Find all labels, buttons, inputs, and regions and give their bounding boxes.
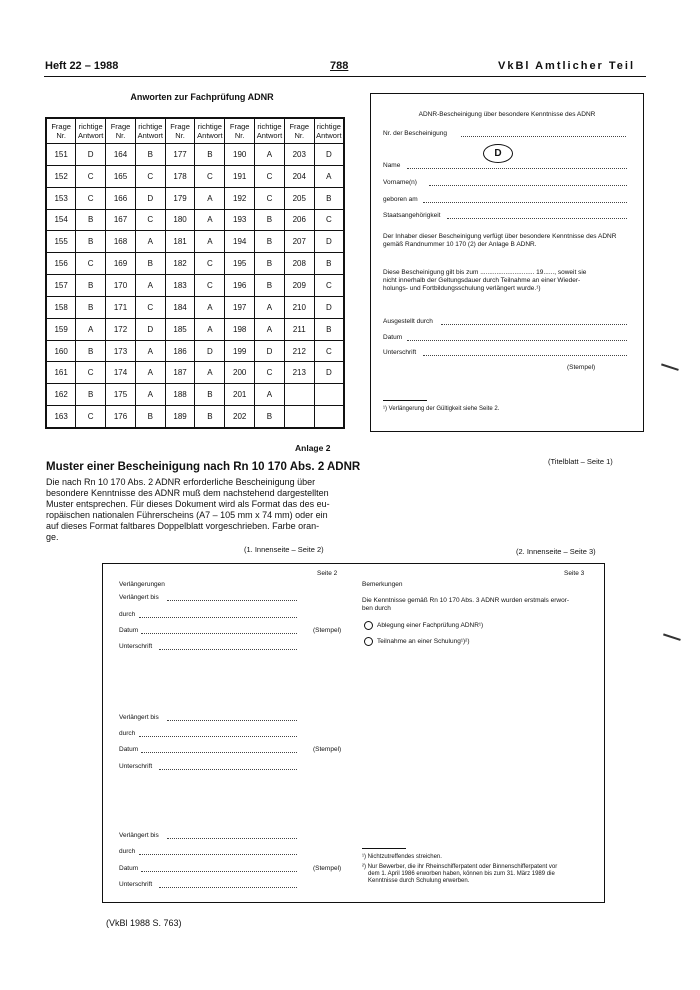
table-row bbox=[46, 253, 344, 275]
answer-cell: A bbox=[255, 296, 285, 318]
answer-cell: C bbox=[76, 187, 106, 209]
page-number: 788 bbox=[330, 60, 349, 72]
answer-cell: B bbox=[76, 296, 106, 318]
question-number-cell: 174 bbox=[106, 362, 136, 384]
col-header-question bbox=[106, 118, 136, 144]
question-number-cell: 173 bbox=[106, 340, 136, 362]
answer-cell: D bbox=[314, 144, 344, 166]
question-number-cell: 201 bbox=[225, 384, 255, 406]
answer-cell: C bbox=[314, 209, 344, 231]
col-header-line: Antwort bbox=[316, 131, 342, 140]
ext-until: Verlängert bis bbox=[119, 594, 159, 601]
muster-line: Die nach Rn 10 170 Abs. 2 ADNR erforderliche Bescheinigung über bbox=[46, 477, 316, 487]
question-number-cell: 198 bbox=[225, 318, 255, 340]
answer-cell: A bbox=[195, 296, 225, 318]
cert-validity-1: Diese Bescheinigung gilt bis zum .............................. 19......, soweit sie bbox=[383, 269, 587, 276]
ext-date-line bbox=[141, 865, 297, 872]
question-number-cell: 212 bbox=[284, 340, 314, 362]
question-number-cell: 202 bbox=[225, 406, 255, 428]
answer-cell: A bbox=[195, 318, 225, 340]
col-header-line: Nr. bbox=[294, 131, 305, 140]
question-number-cell: 185 bbox=[165, 318, 195, 340]
anlage-label: Anlage 2 bbox=[295, 443, 331, 453]
ext-date: Datum bbox=[119, 865, 139, 872]
question-number-cell: 190 bbox=[225, 144, 255, 166]
muster-heading: Muster einer Bescheinigung nach Rn 10 170 Abs. 2 ADNR bbox=[46, 461, 361, 473]
question-number-cell: 153 bbox=[46, 187, 76, 209]
certificate-title: ADNR-Bescheinigung über besondere Kenntnisse des ADNR bbox=[418, 111, 596, 118]
ext-by: durch bbox=[119, 611, 136, 618]
question-number-cell: 203 bbox=[284, 144, 314, 166]
question-number-cell: 196 bbox=[225, 275, 255, 297]
page3-heading: Bemerkungen bbox=[362, 581, 403, 588]
answer-cell: C bbox=[76, 165, 106, 187]
cert-nr-line bbox=[461, 130, 626, 137]
answer-cell: A bbox=[255, 318, 285, 340]
col-header-line: Frage bbox=[51, 122, 71, 131]
answer-cell: A bbox=[195, 362, 225, 384]
question-number-cell: 161 bbox=[46, 362, 76, 384]
table-row bbox=[46, 165, 344, 187]
question-number-cell: 155 bbox=[46, 231, 76, 253]
answer-cell: C bbox=[76, 406, 106, 428]
cert-field-nationality-line bbox=[447, 212, 627, 219]
answer-cell: B bbox=[135, 144, 165, 166]
answer-cell: A bbox=[195, 231, 225, 253]
margin-pen-mark bbox=[659, 363, 679, 376]
ext-date: Datum bbox=[119, 627, 139, 634]
ext-until: Verlängert bis bbox=[119, 832, 159, 839]
answer-cell: B bbox=[255, 406, 285, 428]
reference: (VkBl 1988 S. 763) bbox=[106, 918, 182, 928]
answer-cell: D bbox=[135, 318, 165, 340]
question-number-cell: 177 bbox=[165, 144, 195, 166]
ext-date-line bbox=[141, 746, 297, 753]
question-number-cell: 154 bbox=[46, 209, 76, 231]
question-number-cell: 172 bbox=[106, 318, 136, 340]
muster-line: Muster entsprechen. Für dieses Dokument wird als Format das des eu- bbox=[46, 499, 330, 509]
answer-cell: C bbox=[195, 165, 225, 187]
question-number-cell: 181 bbox=[165, 231, 195, 253]
cert-validity-3: holungs- und Fortbildungsschulung verlängert wurde.¹) bbox=[383, 285, 541, 292]
question-number-cell: 157 bbox=[46, 275, 76, 297]
answer-cell: B bbox=[255, 209, 285, 231]
question-number-cell: 192 bbox=[225, 187, 255, 209]
question-number-cell: 193 bbox=[225, 209, 255, 231]
answer-cell: B bbox=[76, 209, 106, 231]
answer-cell: A bbox=[255, 144, 285, 166]
col-header-line: Nr. bbox=[175, 131, 185, 140]
ext-by-line bbox=[139, 611, 297, 618]
cert-field-firstname-line bbox=[429, 179, 627, 186]
question-number-cell: 206 bbox=[284, 209, 314, 231]
muster-line: auf dieses Format faltbares Doppelblatt vorgeschrieben. Farbe oran- bbox=[46, 521, 320, 531]
answer-cell: D bbox=[195, 340, 225, 362]
col-header-line: richtige bbox=[197, 122, 222, 131]
question-number-cell: 208 bbox=[284, 253, 314, 275]
answer-cell: C bbox=[314, 340, 344, 362]
col-header-answer bbox=[135, 118, 165, 144]
table-row bbox=[46, 362, 344, 384]
ext-signature-line bbox=[159, 881, 297, 888]
question-number-cell: 197 bbox=[225, 296, 255, 318]
answer-cell: A bbox=[314, 165, 344, 187]
inner-page-3 bbox=[352, 563, 605, 903]
cert-field-name-line bbox=[407, 162, 627, 169]
question-number-cell: 164 bbox=[106, 144, 136, 166]
extension-block bbox=[103, 594, 353, 664]
answer-cell: B bbox=[195, 144, 225, 166]
question-number-cell: 204 bbox=[284, 165, 314, 187]
page3-line2: ben durch bbox=[362, 605, 391, 612]
col-header-answer bbox=[314, 118, 344, 144]
answer-cell: A bbox=[195, 187, 225, 209]
answer-cell: B bbox=[76, 384, 106, 406]
muster-line: besondere Kenntnisse des ADNR muß dem nachstehend dargestellten bbox=[46, 488, 329, 498]
ext-signature-line bbox=[159, 643, 297, 650]
col-header-answer bbox=[255, 118, 285, 144]
page2-heading: Verlängerungen bbox=[119, 581, 165, 588]
answer-cell: C bbox=[135, 296, 165, 318]
question-number-cell: 171 bbox=[106, 296, 136, 318]
cert-issued-by-line bbox=[441, 318, 627, 325]
question-number-cell: 200 bbox=[225, 362, 255, 384]
issue-label: Heft 22 – 1988 bbox=[45, 60, 119, 72]
answer-cell: A bbox=[135, 340, 165, 362]
answer-cell: B bbox=[195, 406, 225, 428]
question-number-cell: 176 bbox=[106, 406, 136, 428]
cert-date-line bbox=[407, 334, 627, 341]
ext-until-line bbox=[167, 832, 297, 839]
option-training-label: Teilnahme an einer Schulung¹)²) bbox=[377, 638, 470, 646]
table-row bbox=[46, 209, 344, 231]
ext-signature: Unterschrift bbox=[119, 763, 153, 770]
question-number-cell: 213 bbox=[284, 362, 314, 384]
cert-field-birth-line bbox=[423, 196, 627, 203]
question-number-cell: 183 bbox=[165, 275, 195, 297]
answer-cell: C bbox=[195, 253, 225, 275]
cert-signature-line bbox=[423, 349, 627, 356]
option-training bbox=[364, 637, 470, 646]
cert-signature: Unterschrift bbox=[383, 349, 417, 356]
table-row bbox=[46, 340, 344, 362]
question-number-cell: 151 bbox=[46, 144, 76, 166]
ext-date-line bbox=[141, 627, 297, 634]
col-header-question bbox=[46, 118, 76, 144]
answer-cell: B bbox=[314, 318, 344, 340]
radio-circle-icon bbox=[364, 621, 373, 630]
question-number-cell: 179 bbox=[165, 187, 195, 209]
col-header-line: Antwort bbox=[197, 131, 223, 140]
answer-cell: B bbox=[76, 231, 106, 253]
table-row bbox=[46, 406, 344, 428]
cert-field-nationality: Staatsangehörigkeit bbox=[383, 212, 441, 219]
col-header-question bbox=[165, 118, 195, 144]
table-row bbox=[46, 384, 344, 406]
answer-cell: D bbox=[314, 362, 344, 384]
answer-cell: B bbox=[135, 406, 165, 428]
col-header-line: Nr. bbox=[56, 131, 66, 140]
col-header-line: Frage bbox=[229, 122, 250, 131]
radio-circle-icon bbox=[364, 637, 373, 646]
question-number-cell: 168 bbox=[106, 231, 136, 253]
inner-page-2-caption: (1. Innenseite – Seite 2) bbox=[244, 545, 324, 554]
page3-footnote-rule bbox=[362, 848, 406, 849]
page3-footnote-1: ¹) Nichtzutreffendes streichen. bbox=[362, 854, 442, 860]
cert-stamp: (Stempel) bbox=[567, 364, 596, 371]
col-header-line: richtige bbox=[257, 122, 282, 131]
journal-title: VkBl Amtlicher Teil bbox=[498, 60, 636, 72]
page3-line1: Die Kenntnisse gemäß Rn 10 170 Abs. 3 ADNR wurden erstmals erwor- bbox=[362, 597, 570, 604]
question-number-cell: 165 bbox=[106, 165, 136, 187]
answer-cell: B bbox=[255, 231, 285, 253]
answer-cell: B bbox=[76, 340, 106, 362]
answer-cell: A bbox=[255, 384, 285, 406]
answer-cell: C bbox=[255, 165, 285, 187]
question-number-cell: 163 bbox=[46, 406, 76, 428]
option-exam bbox=[364, 621, 483, 630]
answer-cell: B bbox=[255, 253, 285, 275]
question-number-cell: 182 bbox=[165, 253, 195, 275]
question-number-cell: 156 bbox=[46, 253, 76, 275]
muster-line: ge. bbox=[46, 532, 59, 542]
cert-validity-2: nicht innerhalb der Geltungsdauer durch Teilnahme an einer Wieder- bbox=[383, 277, 581, 284]
page3-footnote-2b: dem 1. April 1986 erworben haben, können bis zum 31. März 1989 die bbox=[368, 871, 555, 877]
answer-cell: B bbox=[314, 187, 344, 209]
cert-field-firstname: Vorname(n) bbox=[383, 179, 417, 186]
cert-footnote-rule bbox=[383, 400, 427, 401]
extension-block bbox=[103, 714, 353, 784]
page2-label: Seite 2 bbox=[317, 570, 338, 577]
question-number-cell: 158 bbox=[46, 296, 76, 318]
ext-date: Datum bbox=[119, 746, 139, 753]
question-number-cell: 175 bbox=[106, 384, 136, 406]
answers-table bbox=[45, 117, 345, 429]
question-number-cell: 188 bbox=[165, 384, 195, 406]
certificate-title-page bbox=[370, 93, 644, 432]
muster-line: ropäischen nationalen Führerscheins (A7 – 105 mm x 74 mm) oder ein bbox=[46, 510, 328, 520]
col-header-question bbox=[284, 118, 314, 144]
question-number-cell: 162 bbox=[46, 384, 76, 406]
answers-title: Anworten zur Fachprüfung ADNR bbox=[130, 92, 274, 102]
answer-cell: D bbox=[255, 340, 285, 362]
table-row bbox=[46, 275, 344, 297]
cert-footnote: ¹) Verlängerung der Gültigkeit siehe Seite 2. bbox=[383, 406, 500, 412]
answer-cell: B bbox=[135, 253, 165, 275]
answer-cell: A bbox=[195, 209, 225, 231]
answer-cell: D bbox=[314, 296, 344, 318]
page3-footnote-2c: Kenntnisse durch Schulung erwerben. bbox=[368, 878, 470, 884]
ext-until-line bbox=[167, 714, 297, 721]
answer-cell: C bbox=[135, 165, 165, 187]
question-number-cell: 210 bbox=[284, 296, 314, 318]
question-number-cell: 160 bbox=[46, 340, 76, 362]
option-exam-label: Ablegung einer Fachprüfung ADNR¹) bbox=[377, 622, 484, 630]
country-oval-d: D bbox=[483, 144, 513, 163]
ext-by-line bbox=[139, 848, 297, 855]
answer-cell: C bbox=[314, 275, 344, 297]
question-number-cell bbox=[284, 406, 314, 428]
answer-cell bbox=[314, 406, 344, 428]
col-header-answer bbox=[76, 118, 106, 144]
question-number-cell: 152 bbox=[46, 165, 76, 187]
answer-cell: B bbox=[255, 275, 285, 297]
question-number-cell: 187 bbox=[165, 362, 195, 384]
answer-cell: C bbox=[255, 187, 285, 209]
col-header-question bbox=[225, 118, 255, 144]
answer-cell: B bbox=[195, 384, 225, 406]
ext-stamp: (Stempel) bbox=[313, 746, 342, 753]
question-number-cell: 194 bbox=[225, 231, 255, 253]
answer-cell: B bbox=[314, 253, 344, 275]
answer-cell: A bbox=[135, 384, 165, 406]
ext-stamp: (Stempel) bbox=[313, 627, 342, 634]
table-row bbox=[46, 187, 344, 209]
question-number-cell: 191 bbox=[225, 165, 255, 187]
ext-signature: Unterschrift bbox=[119, 643, 153, 650]
header-rule bbox=[44, 76, 646, 77]
table-row bbox=[46, 231, 344, 253]
answer-cell: D bbox=[76, 144, 106, 166]
answer-cell: A bbox=[135, 362, 165, 384]
question-number-cell: 167 bbox=[106, 209, 136, 231]
col-header-line: richtige bbox=[316, 122, 341, 131]
cert-statement: Der Inhaber dieser Bescheinigung verfügt über besondere Kenntnisse des ADNR gemäß Randnummer 10 170 (2) der Anlage B ADNR. bbox=[383, 233, 617, 248]
extension-block bbox=[103, 832, 353, 902]
ext-until-line bbox=[167, 594, 297, 601]
answer-cell: A bbox=[135, 231, 165, 253]
table-row bbox=[46, 318, 344, 340]
answer-cell: D bbox=[314, 231, 344, 253]
ext-by: durch bbox=[119, 848, 136, 855]
answer-cell bbox=[314, 384, 344, 406]
answer-cell: A bbox=[135, 275, 165, 297]
answer-cell: A bbox=[76, 318, 106, 340]
col-header-line: richtige bbox=[138, 122, 163, 131]
col-header-line: Antwort bbox=[137, 131, 163, 140]
col-header-line: richtige bbox=[78, 122, 103, 131]
ext-by: durch bbox=[119, 730, 136, 737]
col-header-answer bbox=[195, 118, 225, 144]
question-number-cell: 178 bbox=[165, 165, 195, 187]
question-number-cell: 209 bbox=[284, 275, 314, 297]
question-number-cell: 170 bbox=[106, 275, 136, 297]
answer-cell: B bbox=[76, 275, 106, 297]
cert-field-birth: geboren am bbox=[383, 196, 418, 203]
answer-cell: C bbox=[76, 362, 106, 384]
answer-cell: C bbox=[76, 253, 106, 275]
answer-cell: C bbox=[255, 362, 285, 384]
ext-signature: Unterschrift bbox=[119, 881, 153, 888]
col-header-line: Nr. bbox=[234, 131, 245, 140]
ext-signature-line bbox=[159, 763, 297, 770]
question-number-cell: 166 bbox=[106, 187, 136, 209]
question-number-cell: 184 bbox=[165, 296, 195, 318]
question-number-cell: 199 bbox=[225, 340, 255, 362]
col-header-line: Antwort bbox=[256, 131, 283, 140]
col-header-line: Antwort bbox=[77, 131, 104, 140]
table-row bbox=[46, 144, 344, 166]
ext-stamp: (Stempel) bbox=[313, 865, 342, 872]
question-number-cell bbox=[284, 384, 314, 406]
margin-pen-mark bbox=[661, 633, 681, 646]
col-header-line: Frage bbox=[289, 122, 310, 131]
question-number-cell: 186 bbox=[165, 340, 195, 362]
answer-cell: C bbox=[195, 275, 225, 297]
question-number-cell: 169 bbox=[106, 253, 136, 275]
ext-by-line bbox=[139, 730, 297, 737]
title-page-caption: (Titelblatt – Seite 1) bbox=[548, 457, 613, 466]
question-number-cell: 205 bbox=[284, 187, 314, 209]
answer-cell: D bbox=[135, 187, 165, 209]
question-number-cell: 211 bbox=[284, 318, 314, 340]
cert-field-name: Name bbox=[383, 162, 401, 169]
col-header-line: Frage bbox=[110, 122, 131, 131]
question-number-cell: 207 bbox=[284, 231, 314, 253]
ext-until: Verlängert bis bbox=[119, 714, 159, 721]
col-header-line: Nr. bbox=[115, 131, 126, 140]
cert-issued-by: Ausgestellt durch bbox=[383, 318, 433, 325]
cert-nr-label: Nr. der Bescheinigung bbox=[383, 130, 447, 137]
cert-date: Datum bbox=[383, 334, 403, 341]
page3-label: Seite 3 bbox=[564, 570, 585, 577]
answer-cell: C bbox=[135, 209, 165, 231]
question-number-cell: 189 bbox=[165, 406, 195, 428]
muster-paragraph bbox=[46, 477, 346, 543]
col-header-line: Frage bbox=[170, 122, 190, 131]
inner-page-3-caption: (2. Innenseite – Seite 3) bbox=[516, 547, 596, 556]
page3-footnote-2a: ²) Nur Bewerber, die ihr Rheinschifferpatent oder Binnenschifferpatent vor bbox=[362, 864, 558, 870]
inner-page-2 bbox=[102, 563, 354, 903]
question-number-cell: 180 bbox=[165, 209, 195, 231]
question-number-cell: 195 bbox=[225, 253, 255, 275]
table-row bbox=[46, 296, 344, 318]
question-number-cell: 159 bbox=[46, 318, 76, 340]
